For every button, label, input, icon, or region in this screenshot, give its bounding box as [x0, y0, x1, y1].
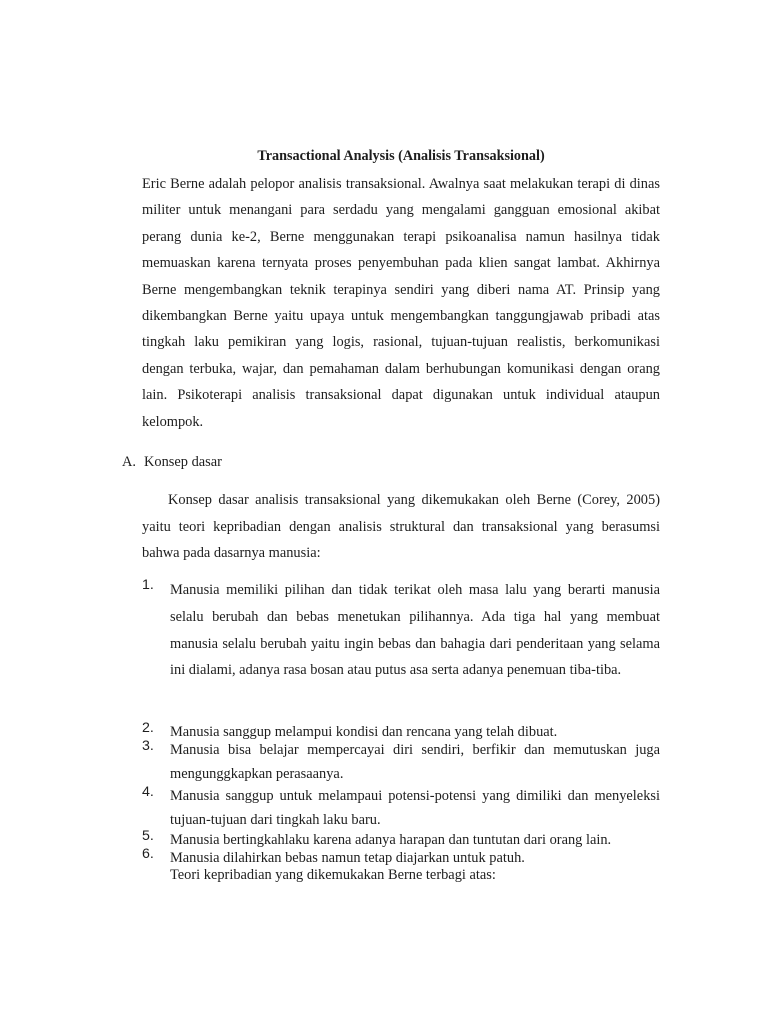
list-item-text: Manusia sanggup untuk melampaui potensi-potensi yang dimiliki dan menyeleksi tujuan-tujuan dari tingkah laku baru.: [170, 788, 660, 828]
list-item-text: Manusia bisa belajar mempercayai diri sendiri, berfikir dan memutuskan juga mengunggkapkan perasaanya.: [170, 742, 660, 782]
list-item-text: Manusia bertingkahlaku karena adanya harapan dan tuntutan dari orang lain.: [170, 832, 612, 848]
list-item-text: Manusia sanggup melampui kondisi dan rencana yang telah dibuat.: [170, 724, 558, 740]
list-item-text: Manusia memiliki pilihan dan tidak terikat oleh masa lalu yang berarti manusia selalu berubah dan bebas menetukan pilihannya. Ada tiga hal yang membuat manusia selalu berubah yaitu ingin bebas dan bahagia dari penderitaan yang selama ini dialami, adanya rasa bosan atau putus asa serta adanya penemuan tiba-tiba.: [170, 582, 660, 679]
list-item-number: 1.: [142, 577, 154, 593]
intro-paragraph: [142, 171, 660, 435]
closing-line: Teori kepribadian yang dikemukakan Berne terbagi atas:: [170, 867, 496, 883]
list-item-number: 3.: [142, 738, 154, 754]
section-paragraph: [142, 487, 660, 567]
section-heading-text: Konsep dasar: [144, 454, 222, 470]
list-item-number: 4.: [142, 784, 154, 800]
document-title: Transactional Analysis (Analisis Transaksional): [257, 148, 545, 164]
section-heading: [122, 452, 222, 472]
list-item: [142, 738, 660, 786]
list-item-number: 2.: [142, 720, 154, 736]
section-marker: A.: [122, 454, 136, 470]
list-item-text: Manusia dilahirkan bebas namun tetap diajarkan untuk patuh.: [170, 850, 525, 866]
intro-paragraph-text: Eric Berne adalah pelopor analisis transaksional. Awalnya saat melakukan terapi di dinas militer untuk menangani para serdadu yang mengalami gangguan emosional akibat perang dunia ke-2, Berne menggunakan terapi psikoanalisa namun hasilnya tidak memuaskan karena ternyata proses penyembuhan pada klien sangat lambat. Akhirnya Berne mengembangkan teknik terapinya sendiri yang diberi nama AT. Prinsip yang dikembangkan Berne yaitu upaya untuk mengembangkan tanggungjawab pribadi atas tingkah laku pemikiran yang logis, rasional, tujuan-tujuan realistis, berkomunikasi dengan terbuka, wajar, dan pemahaman dalam berhubungan komunikasi dengan orang lain. Psikoterapi analisis transaksional dapat digunakan untuk individual ataupun kelompok.: [142, 176, 660, 430]
list-item-number: 5.: [142, 828, 154, 844]
section-paragraph-text: Konsep dasar analisis transaksional yang dikemukakan oleh Berne (Corey, 2005) yaitu teori kepribadian dengan analisis struktural dan transaksional yang berasumsi bahwa pada dasarnya manusia:: [142, 492, 660, 562]
list-item: [142, 784, 660, 832]
list-item-number: 6.: [142, 846, 154, 862]
list-item: [142, 577, 660, 684]
